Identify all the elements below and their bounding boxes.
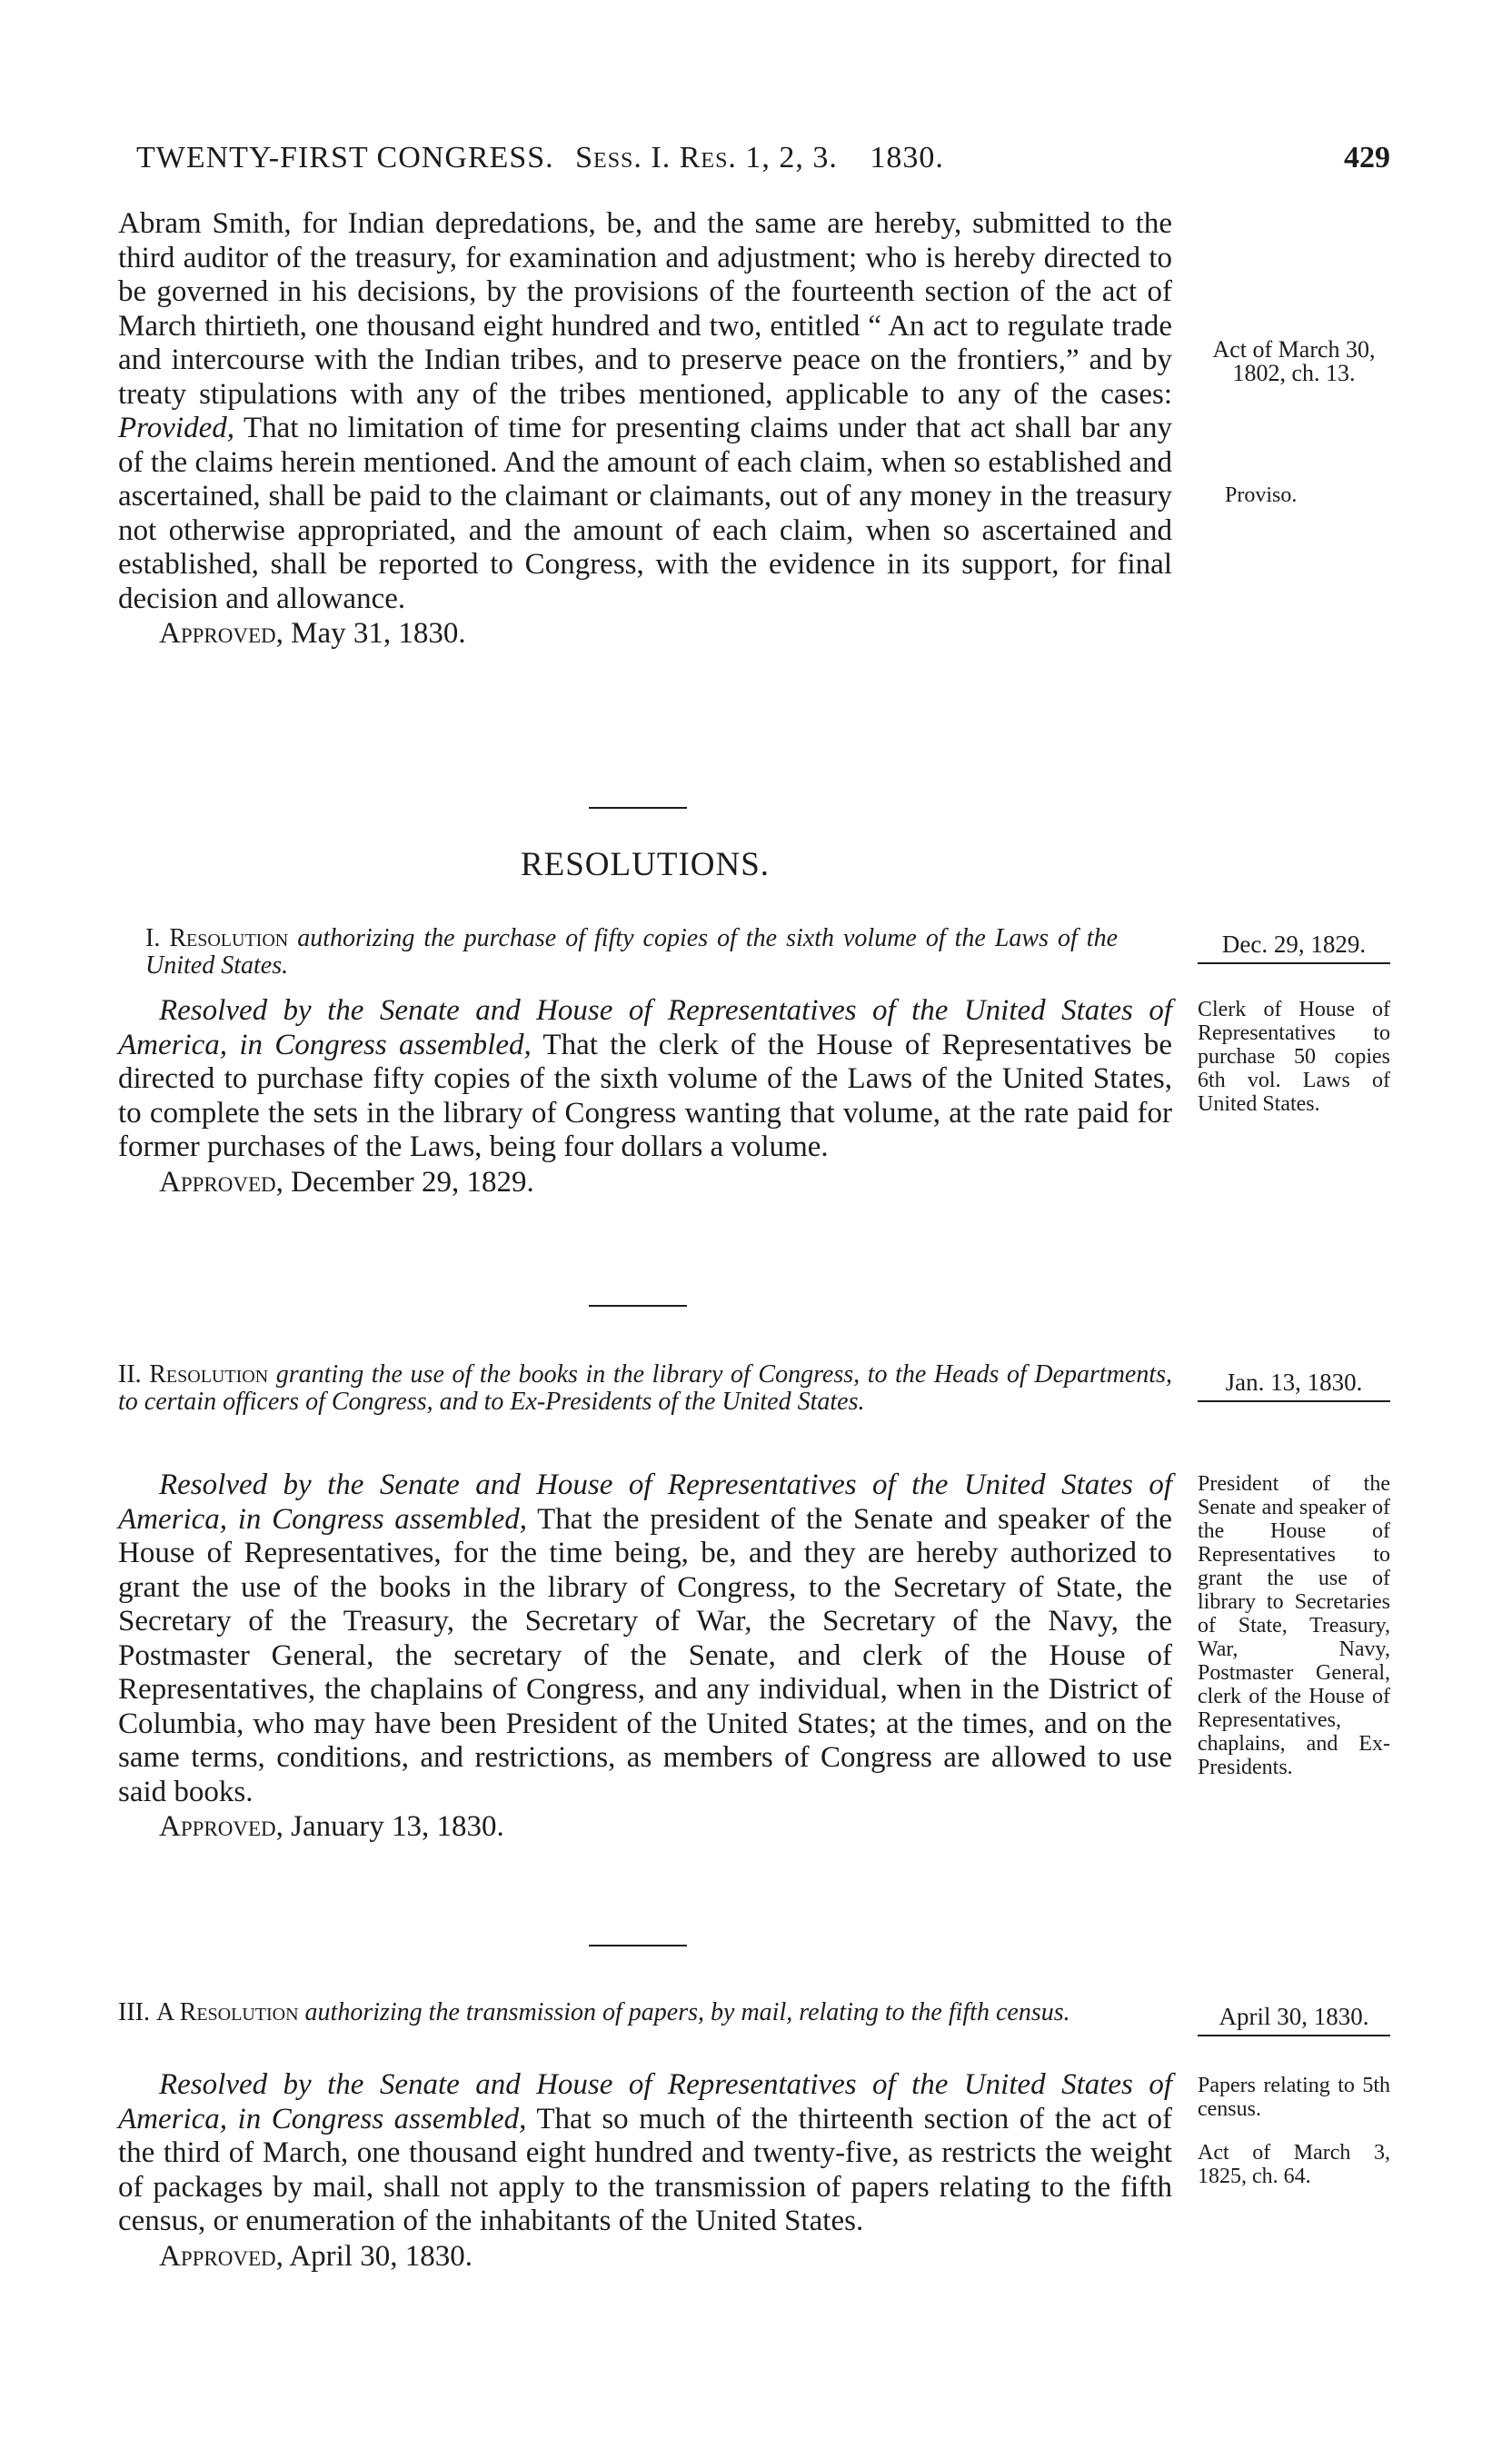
resolution-2-title-text: granting the use of the books in the library of Congress, to the Heads of Departments, to certain officers of Congress, and to Ex-Presidents of the United States. — [118, 1360, 1173, 1416]
page-number: 429 — [1344, 141, 1390, 174]
resolution-1-margin-note: Clerk of House of Representatives to purchase 50 copies 6th vol. Laws of United States. — [1198, 998, 1390, 1116]
resolution-2-title — [118, 1361, 1172, 1416]
resolution-1-approved — [118, 1165, 1172, 1200]
resolution-2-text: That the president of the Senate and speaker of the House of Representatives, for the time being, be, and they are hereby authorized to grant the use of the books in the library of Congress, to the Secretary of State, the Secretary of the Treasury, the Secretary of War, the Secretary of the Navy, the Postmaster General, the secretary of the Senate, and clerk of the House of Representatives, the chaplains of Congress, and any individual, when in the District of Columbia, who may have been President of the United States; at the times, and on the same terms, conditions, and restrictions, as members of Congress are allowed to use said books. — [118, 1502, 1172, 1808]
header-year: 1830. — [870, 141, 944, 174]
resolution-1-title — [118, 925, 1172, 980]
resolution-3-text: That so much of the thirteenth section of the act of the third of March, one thousand eight hundred and twenty-five, as restricts the weight of packages by mail, shall not apply to the transmission of papers relating to the fifth census, or enumeration of the inhabitants of the United States. — [118, 2102, 1173, 2237]
resolution-2-label: Resolution — [149, 1360, 269, 1389]
resolution-1-text: That the clerk of the House of Representatives be directed to purchase fifty copies of the sixth volume of the Laws of the United States, to complete the sets in the library of Congress wanting that volume, at the rate paid for former purchases of the Laws, being four dollars a volume. — [118, 1028, 1172, 1163]
resolution-2-numeral: II. — [118, 1360, 142, 1389]
resolution-3-margin-note-1: Papers relating to 5th census. — [1198, 2074, 1390, 2121]
resolution-2-approved-date: January 13, 1830. — [291, 1810, 504, 1843]
running-header — [136, 141, 1390, 186]
resolution-2-approved-label: Approved, — [159, 1810, 284, 1843]
resolution-3-label: A Resolution — [155, 1998, 299, 2026]
resolution-1-label: Resolution — [169, 924, 289, 952]
resolution-2-approved — [118, 1809, 1172, 1844]
proviso-word: Provided, — [118, 412, 234, 444]
resolution-3-numeral: III. — [118, 1998, 150, 2026]
header-congress: TWENTY-FIRST CONGRESS. — [136, 141, 554, 174]
divider-rule — [589, 1305, 687, 1307]
continuation-text-1: Abram Smith, for Indian depredations, be, and the same are hereby, submitted to the third auditor of the treasury, for examination and adjustment; who is hereby directed to be governed in his decisions, by the provisions of the fourteenth section of the act of March thirtieth, one thousand eight hundred and two, entitled “ An act to regulate trade and intercourse with the Indian tribes, and to preserve peace on the frontiers,” and by treaty stipulations with any of the tribes mentioned, applicable to any of the cases: — [118, 207, 1172, 411]
approved-line — [118, 616, 1172, 651]
continuation-paragraph — [118, 207, 1172, 651]
approved-label: Approved, — [159, 617, 284, 650]
resolution-2-date: Jan. 13, 1830. — [1198, 1369, 1390, 1402]
resolution-1-numeral: I. — [145, 924, 161, 952]
divider-rule — [589, 1945, 687, 1946]
header-session: Sess. I. Res. 1, 2, 3. — [575, 141, 838, 174]
resolution-1-enacting: Resolved by the Senate and House of Representatives of the United States of America, in Congress assembled, — [118, 994, 1172, 1061]
header-title — [136, 141, 944, 175]
resolution-2-margin-note: President of the Senate and speaker of the House of Representatives to grant the use of library to Secretaries of State, Treasury, War, Navy, Postmaster General, clerk of the House of Representatives, chaplains, and Ex-Presidents. — [1198, 1472, 1390, 1779]
resolution-2-body — [118, 1468, 1172, 1844]
resolution-1-approved-label: Approved, — [159, 1165, 284, 1199]
margin-note-proviso: Proviso. — [1225, 483, 1298, 507]
resolution-3-title-text: authorizing the transmission of papers, by mail, relating to the fifth census. — [304, 1998, 1070, 2026]
continuation-text-2: That no limitation of time for presenting claims under that act shall bar any of the claims herein mentioned. And the amount of each claim, when so established and ascertained, shall be paid to the claimant or claimants, out of any money in the treasury not otherwise appropriated, and the amount of each claim, when so ascertained and established, shall be reported to Congress, with the evidence in its support, for final decision and allowance. — [118, 412, 1173, 615]
resolution-3-approved-label: Approved, — [159, 2239, 284, 2273]
divider-rule — [589, 807, 687, 809]
resolution-2-enacting: Resolved by the Senate and House of Representatives of the United States of America, in Congress assembled, — [118, 1468, 1172, 1536]
approved-date: May 31, 1830. — [291, 617, 466, 650]
resolution-3-enacting: Resolved by the Senate and House of Representatives of the United States of America, in Congress assembled, — [118, 2068, 1172, 2135]
resolution-1-date: Dec. 29, 1829. — [1198, 931, 1390, 964]
resolution-3-margin-note-2: Act of March 3, 1825, ch. 64. — [1198, 2141, 1390, 2188]
resolution-3-title — [118, 1999, 1172, 2026]
resolution-3-date: April 30, 1830. — [1198, 2003, 1390, 2036]
resolution-1-approved-date: December 29, 1829. — [291, 1165, 534, 1199]
resolution-1-body — [118, 994, 1172, 1200]
resolution-3-approved-date: April 30, 1830. — [289, 2239, 472, 2273]
resolutions-heading: RESOLUTIONS. — [520, 846, 771, 883]
resolution-1-title-text: authorizing the purchase of fifty copies of the sixth volume of the Laws of the United States. — [145, 924, 1119, 980]
margin-note-act-1802: Act of March 30, 1802, ch. 13. — [1212, 336, 1376, 386]
resolution-3-approved — [118, 2239, 1172, 2274]
resolution-3-body — [118, 2068, 1172, 2274]
